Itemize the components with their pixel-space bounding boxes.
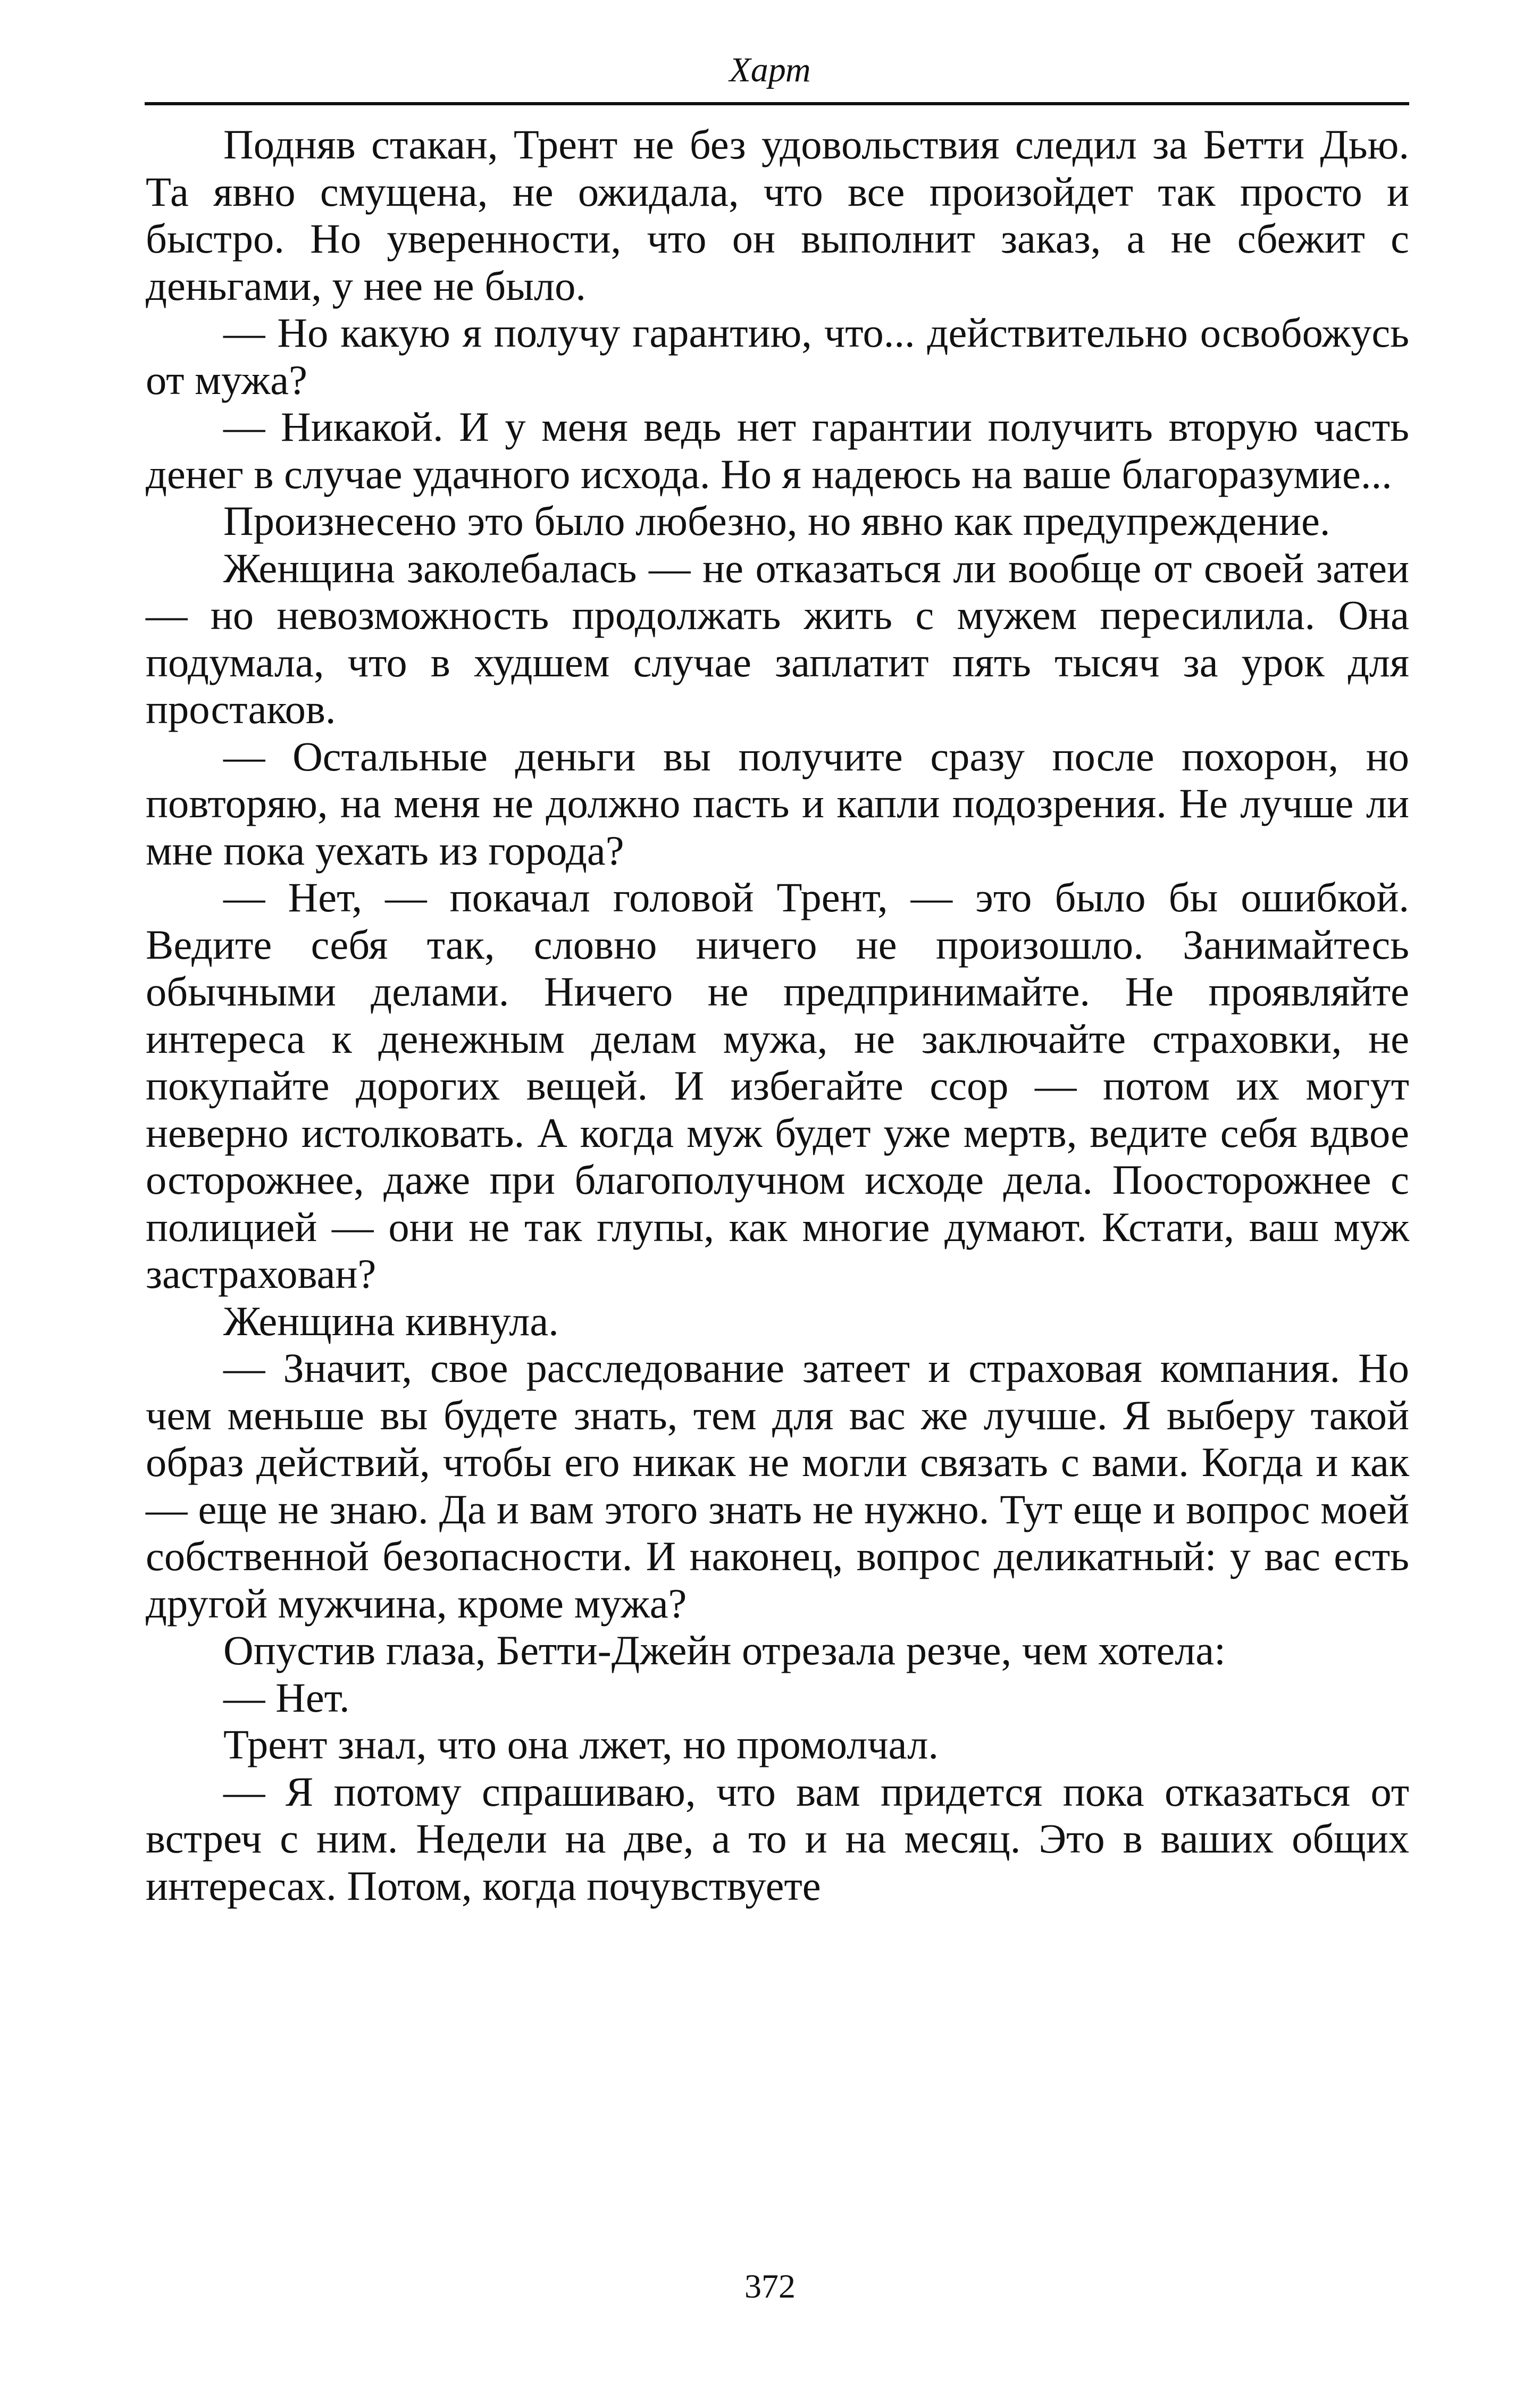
paragraph: Женщина кивнула.: [223, 1297, 559, 1344]
paragraph: — Никакой. И у меня ведь нет гарантии получить вторую часть денег в случае удачного исхода. Но я надеюсь на ваше благоразумие...: [146, 404, 1409, 497]
paragraph: Произнесено это было любезно, но явно как предупреждение.: [223, 498, 1330, 544]
paragraph: — Нет.: [223, 1674, 350, 1721]
paragraph: Подняв стакан, Трент не без удовольствия следил за Бетти Дью. Та явно смущена, не ожидала, что все произойдет так просто и быстро. Но уверенности, что он выполнит заказ, а не сбежит с деньгами, у нее не было.: [146, 121, 1409, 309]
paragraph: Женщина заколебалась — не отказаться ли вообще от своей затеи — но невозможность продолжать жить с мужем пересилила. Она подумала, что в худшем случае заплатит пять тысяч за урок для простаков.: [146, 544, 1409, 732]
paragraph: Трент знал, что она лжет, но промолчал.: [223, 1721, 939, 1767]
running-head-title: Харт: [729, 51, 811, 89]
page-number: 372: [744, 2267, 796, 2305]
paragraph: — Остальные деньги вы получите сразу после похорон, но повторяю, на меня не должно пасть и капли подозрения. Не лучше ли мне пока уехать из города?: [146, 733, 1409, 874]
paragraph: — Но какую я получу гарантию, что... действительно освобожусь от мужа?: [146, 309, 1409, 403]
paragraph: — Нет, — покачал головой Трент, — это было бы ошибкой. Ведите себя так, словно ничего не произошло. Занимайтесь обычными делами. Ничего не предпринимайте. Не проявляйте интереса к денежным делам мужа, не заключайте страховки, не покупайте дорогих вещей. И избегайте ссор — потом их могут неверно истолковать. А когда муж будет уже мертв, ведите себя вдвое осторожнее, даже при благополучном исходе дела. Поосторожнее с полицией — они не так глупы, как многие думают. Кстати, ваш муж застрахован?: [146, 874, 1409, 1297]
body-text: [146, 121, 1409, 1909]
paragraph: — Значит, свое расследование затеет и страховая компания. Но чем меньше вы будете знать, тем для вас же лучше. Я выберу такой образ действий, чтобы его никак не могли связать с вами. Когда и как — еще не знаю. Да и вам этого знать не нужно. Тут еще и вопрос моей собственной безопасности. И наконец, вопрос деликатный: у вас есть другой мужчина, кроме мужа?: [146, 1345, 1409, 1627]
paragraph: Опустив глаза, Бетти-Джейн отрезала резче, чем хотела:: [223, 1627, 1226, 1673]
paragraph: — Я потому спрашиваю, что вам придется пока отказаться от встреч с ним. Недели на две, а то и на месяц. Это в ваших общих интересах. Потом, когда почувствуете: [146, 1768, 1409, 1909]
header-rule: [145, 102, 1409, 105]
